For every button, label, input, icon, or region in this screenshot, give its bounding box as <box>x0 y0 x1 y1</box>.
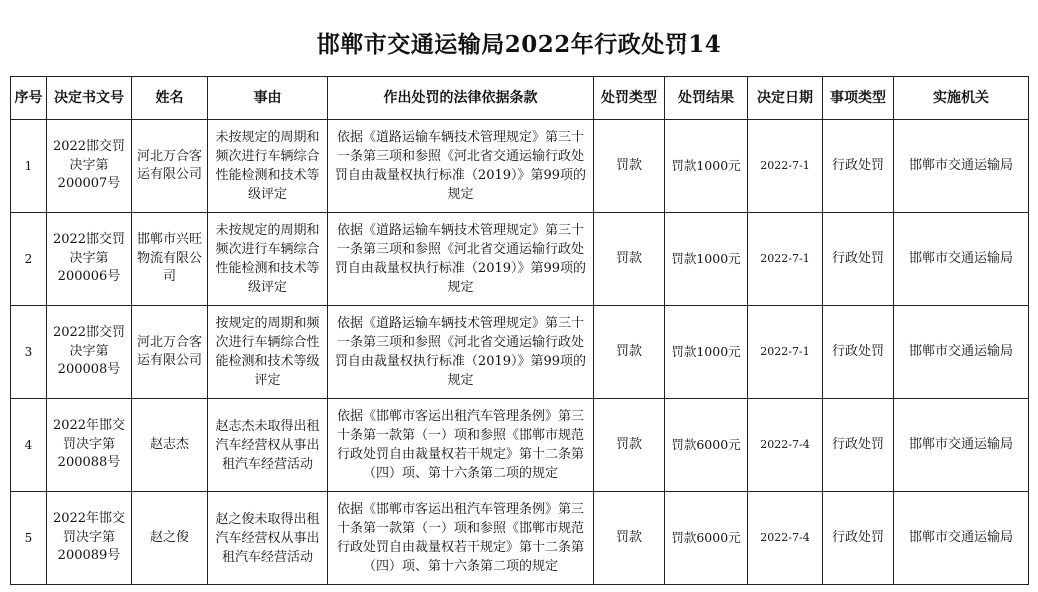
penalty-table <box>10 76 1029 585</box>
header-name: 姓名 <box>132 77 208 120</box>
cell-seq: 5 <box>11 492 47 585</box>
cell-name: 河北万合客运有限公司 <box>132 120 208 213</box>
cell-doc-no: 2022邯交罚决字第200007号 <box>47 120 132 213</box>
cell-seq: 2 <box>11 213 47 306</box>
cell-date: 2022-7-1 <box>748 306 823 399</box>
cell-date: 2022-7-4 <box>748 399 823 492</box>
cell-reason: 按规定的周期和频次进行车辆综合性能检测和技术等级评定 <box>208 306 328 399</box>
cell-penalty-type: 罚款 <box>594 399 665 492</box>
cell-date: 2022-7-1 <box>748 213 823 306</box>
header-reason: 事由 <box>208 77 328 120</box>
header-date: 决定日期 <box>748 77 823 120</box>
cell-date: 2022-7-4 <box>748 492 823 585</box>
cell-penalty-result: 罚款1000元 <box>665 120 748 213</box>
cell-agency: 邯郸市交通运输局 <box>894 306 1029 399</box>
cell-doc-no: 2022年邯交罚决字第200088号 <box>47 399 132 492</box>
cell-agency: 邯郸市交通运输局 <box>894 492 1029 585</box>
cell-date: 2022-7-1 <box>748 120 823 213</box>
header-penalty-type: 处罚类型 <box>594 77 665 120</box>
cell-penalty-type: 罚款 <box>594 213 665 306</box>
header-seq: 序号 <box>11 77 47 120</box>
table-row <box>11 120 1029 213</box>
cell-basis: 依据《邯郸市客运出租汽车管理条例》第三十条第一款第（一）项和参照《邯郸市规范行政处罚自由裁量权若干规定》第十二条第（四）项、第十六条第二项的规定 <box>328 492 594 585</box>
cell-seq: 3 <box>11 306 47 399</box>
cell-basis: 依据《道路运输车辆技术管理规定》第三十一条第三项和参照《河北省交通运输行政处罚自由裁量权执行标准（2019）》第99项的规定 <box>328 120 594 213</box>
cell-penalty-result: 罚款6000元 <box>665 399 748 492</box>
cell-name: 赵志杰 <box>132 399 208 492</box>
cell-penalty-result: 罚款1000元 <box>665 306 748 399</box>
cell-item-type: 行政处罚 <box>823 213 894 306</box>
cell-reason: 未按规定的周期和频次进行车辆综合性能检测和技术等级评定 <box>208 213 328 306</box>
table-row <box>11 213 1029 306</box>
cell-penalty-result: 罚款6000元 <box>665 492 748 585</box>
cell-reason: 未按规定的周期和频次进行车辆综合性能检测和技术等级评定 <box>208 120 328 213</box>
cell-penalty-type: 罚款 <box>594 492 665 585</box>
header-doc-no: 决定书文号 <box>47 77 132 120</box>
cell-doc-no: 2022邯交罚决字第200006号 <box>47 213 132 306</box>
cell-item-type: 行政处罚 <box>823 492 894 585</box>
cell-item-type: 行政处罚 <box>823 120 894 213</box>
cell-item-type: 行政处罚 <box>823 306 894 399</box>
cell-reason: 赵之俊未取得出租汽车经营权从事出租汽车经营活动 <box>208 492 328 585</box>
page-title: 邯郸市交通运输局2022年行政处罚14 <box>316 31 722 58</box>
cell-penalty-type: 罚款 <box>594 120 665 213</box>
header-penalty-result: 处罚结果 <box>665 77 748 120</box>
header-agency: 实施机关 <box>894 77 1029 120</box>
cell-name: 邯郸市兴旺物流有限公司 <box>132 213 208 306</box>
cell-name: 赵之俊 <box>132 492 208 585</box>
cell-doc-no: 2022邯交罚决字第200008号 <box>47 306 132 399</box>
cell-seq: 1 <box>11 120 47 213</box>
table-row <box>11 306 1029 399</box>
cell-agency: 邯郸市交通运输局 <box>894 399 1029 492</box>
cell-item-type: 行政处罚 <box>823 399 894 492</box>
cell-reason: 赵志杰未取得出租汽车经营权从事出租汽车经营活动 <box>208 399 328 492</box>
cell-seq: 4 <box>11 399 47 492</box>
cell-agency: 邯郸市交通运输局 <box>894 213 1029 306</box>
cell-agency: 邯郸市交通运输局 <box>894 120 1029 213</box>
cell-doc-no: 2022年邯交罚决字第200089号 <box>47 492 132 585</box>
table-row <box>11 492 1029 585</box>
cell-penalty-result: 罚款1000元 <box>665 213 748 306</box>
cell-basis: 依据《邯郸市客运出租汽车管理条例》第三十条第一款第（一）项和参照《邯郸市规范行政处罚自由裁量权若干规定》第十二条第（四）项、第十六条第二项的规定 <box>328 399 594 492</box>
cell-penalty-type: 罚款 <box>594 306 665 399</box>
header-item-type: 事项类型 <box>823 77 894 120</box>
cell-basis: 依据《道路运输车辆技术管理规定》第三十一条第三项和参照《河北省交通运输行政处罚自由裁量权执行标准（2019）》第99项的规定 <box>328 213 594 306</box>
cell-basis: 依据《道路运输车辆技术管理规定》第三十一条第三项和参照《河北省交通运输行政处罚自由裁量权执行标准（2019）》第99项的规定 <box>328 306 594 399</box>
header-basis: 作出处罚的法律依据条款 <box>328 77 594 120</box>
table-row <box>11 399 1029 492</box>
cell-name: 河北万合客运有限公司 <box>132 306 208 399</box>
header-row <box>11 77 1029 120</box>
